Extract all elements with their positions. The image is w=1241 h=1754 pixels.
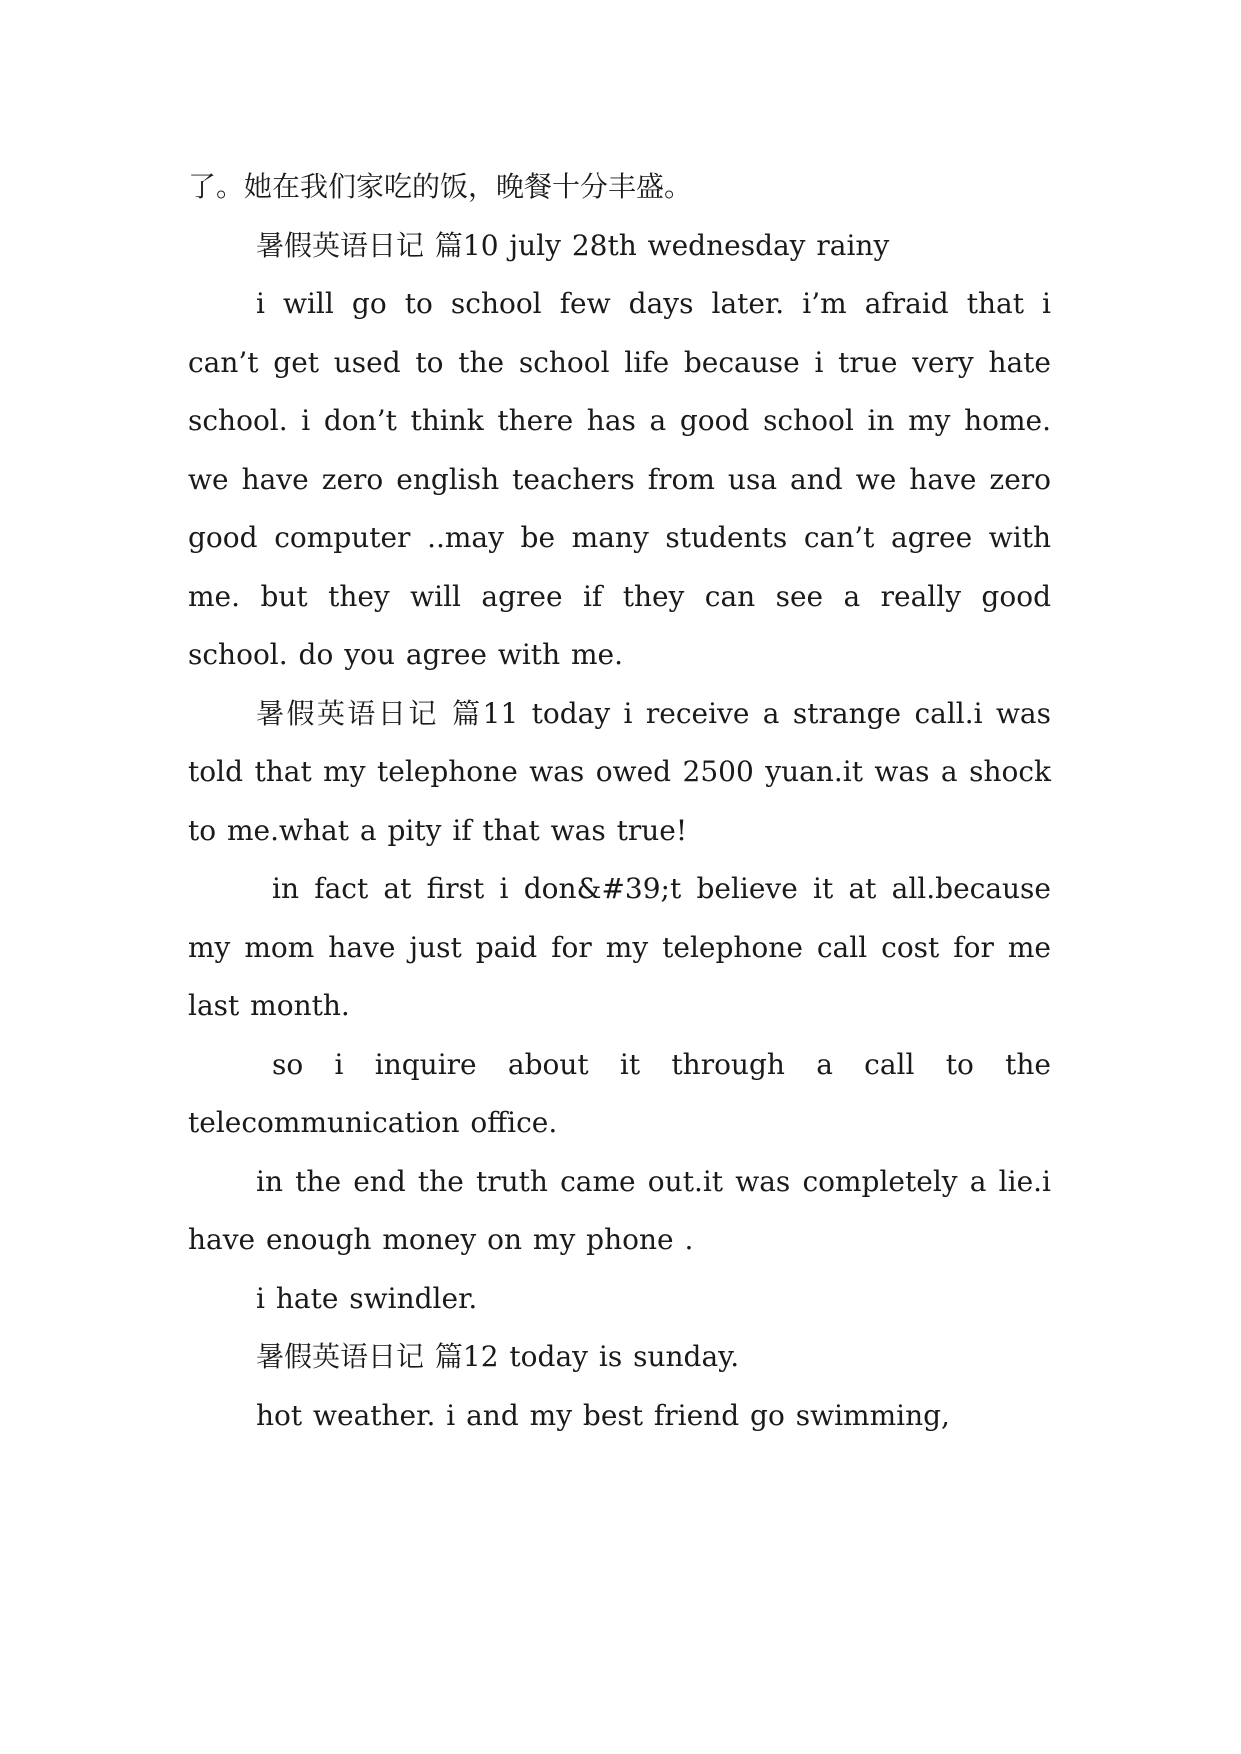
paragraph-diary-11-body-4: i hate swindler.	[256, 1281, 478, 1315]
paragraph-diary-11-body-2: so i inquire about it through a call to the telecommunication office.	[188, 1047, 1051, 1139]
paragraph-diary-11-heading: 暑假英语日记 篇11 today i receive a strange call.i was told that my telephone was owed 2500 yuan.it was a shock to me.what a pity if that was true!	[188, 696, 1051, 847]
paragraph-diary-11-body-1: in fact at first i don&#39;t believe it at all.because my mom have just paid for my telephone call cost for me last month.	[188, 872, 1051, 1022]
paragraph-diary-12-heading: 暑假英语日记 篇12 today is sunday.	[256, 1340, 740, 1373]
paragraph-diary-10-body: i will go to school few days later. i’m afraid that i can’t get used to the school life because i true very hate school. i don’t think there has a good school in my home. we have zero english teachers from usa and we have zero good computer ..may be many students can’t agree with me. but they will agree if they can see a really good school. do you agree with me.	[188, 287, 1051, 671]
paragraph-diary-10-heading: 暑假英语日记 篇10 july 28th wednesday rainy	[256, 228, 890, 262]
paragraph-diary-12-body: hot weather. i and my best friend go swimming,	[256, 1398, 950, 1432]
document-body	[188, 158, 1051, 1445]
paragraph-dinner-ending: 了。她在我们家吃的饭，晚餐十分丰盛。	[188, 170, 693, 203]
paragraph-diary-11-body-3: in the end the truth came out.it was completely a lie.i have enough money on my phone .	[188, 1164, 1051, 1256]
